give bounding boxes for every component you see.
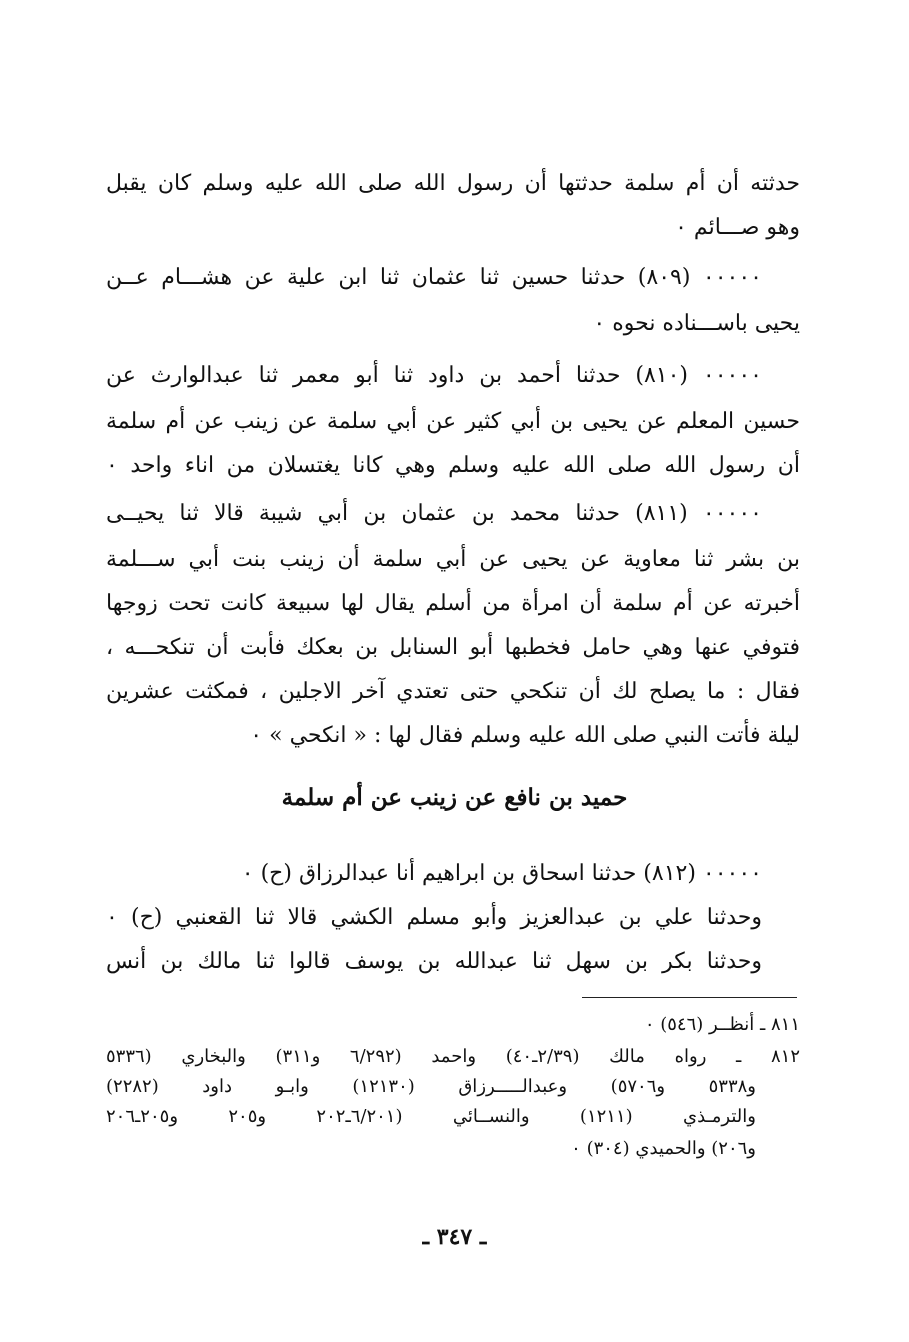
text-line: يحيى باســـناده نحوه ٠ [593, 311, 800, 336]
footnote-separator [582, 997, 797, 998]
text-line: وحدثنا بكر بن سهل ثنا عبدالله بن يوسف قالوا ثنا مالك بن أنس [106, 949, 762, 974]
page-number: ـ ٣٤٧ ـ [422, 1224, 487, 1250]
hadith-812-line: ٠٠٠٠٠ (٨١٢) حدثنا اسحاق بن ابراهيم أنا عبدالرزاق (ح) ٠ [241, 861, 762, 886]
section-heading: حميد بن نافع عن زينب عن أم سلمة [281, 784, 628, 811]
footnote-811: ٨١١ ـ أنظــر (٥٤٦) ٠ [644, 1014, 800, 1035]
text-line: ليلة فأتت النبي صلى الله عليه وسلم فقال لها : « انكحي » ٠ [250, 723, 800, 748]
hadith-809-line: ٠٠٠٠٠ (٨٠٩) حدثنا حسين ثنا عثمان ثنا ابن علية عن هشـــام عــن [106, 265, 762, 290]
footnote-line: و٥٣٣٨ و٥٧٠٦) وعبدالـــــرزاق (١٢١٣٠) وابـو داود (٢٢٨٢) [106, 1076, 756, 1097]
text-line: فقال : ما يصلح لك أن تنكحي حتى تعتدي آخر الاجلين ، فمكثت عشرين [106, 679, 800, 704]
hadith-811-line: ٠٠٠٠٠ (٨١١) حدثنا محمد بن عثمان بن أبي شيبة قالا ثنا يحيــى [106, 501, 762, 526]
text-line: حسين المعلم عن يحيى بن أبي كثير عن أبي سلمة عن زينب عن أم سلمة [106, 409, 800, 434]
text-line: وحدثنا علي بن عبدالعزيز وأبو مسلم الكشي قالا ثنا القعنبي (ح) ٠ [106, 905, 762, 930]
hadith-810-line: ٠٠٠٠٠ (٨١٠) حدثنا أحمد بن داود ثنا أبو معمر ثنا عبدالوارث عن [106, 363, 762, 388]
text-line: فتوفي عنها وهي حامل فخطبها أبو السنابل بن بعكك فأبت أن تنكحـــه ، [106, 635, 800, 660]
text-line: وهو صـــائم ٠ [675, 215, 800, 240]
footnote-line: و٢٠٦) والحميدي (٣٠٤) ٠ [571, 1138, 756, 1159]
text-line: أخبرته عن أم سلمة أن امرأة من أسلم يقال لها سبيعة كانت تحت زوجها [106, 591, 800, 616]
text-line: بن بشر ثنا معاوية عن يحيى عن أبي سلمة أن زينب بنت أبي ســـلمة [106, 547, 800, 572]
text-line: حدثته أن أم سلمة حدثتها أن رسول الله صلى الله عليه وسلم كان يقبل [106, 171, 800, 196]
footnote-line: والترمـذي (١٢١١) والنســائي (٦/٢٠١ـ٢٠٢ و٢٠٥ و٢٠٥ـ٢٠٦ [106, 1106, 756, 1127]
footnote-812: ٨١٢ ـ رواه مالك (٢/٣٩ـ٤٠) واحمد (٦/٢٩٢ و٣١١) والبخاري (٥٣٣٦ [106, 1046, 800, 1067]
text-line: أن رسول الله صلى الله عليه وسلم وهي كانا يغتسلان من اناء واحد ٠ [106, 453, 800, 478]
